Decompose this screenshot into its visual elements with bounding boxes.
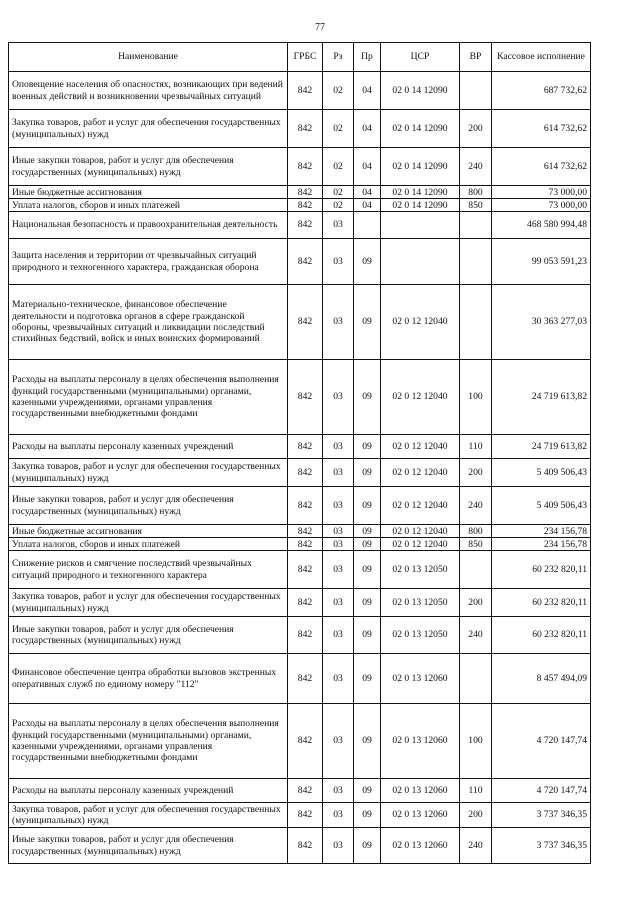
cell-rz: 03 bbox=[323, 779, 354, 803]
cell-pr: 04 bbox=[354, 148, 381, 186]
cell-amount: 24 719 613,82 bbox=[492, 360, 591, 435]
cell-vr bbox=[460, 212, 492, 239]
cell-grbs: 842 bbox=[288, 525, 323, 538]
cell-grbs: 842 bbox=[288, 110, 323, 148]
cell-pr: 09 bbox=[354, 487, 381, 525]
cell-pr: 09 bbox=[354, 779, 381, 803]
cell-vr: 200 bbox=[460, 589, 492, 617]
cell-amount: 60 232 820,11 bbox=[492, 551, 591, 589]
header-vr: ВР bbox=[460, 43, 492, 72]
cell-vr: 110 bbox=[460, 779, 492, 803]
cell-amount: 8 457 494,09 bbox=[492, 654, 591, 704]
cell-grbs: 842 bbox=[288, 617, 323, 654]
cell-csr bbox=[381, 239, 460, 285]
table-row bbox=[9, 148, 591, 186]
cell-pr: 09 bbox=[354, 828, 381, 864]
cell-vr bbox=[460, 72, 492, 110]
cell-vr: 100 bbox=[460, 360, 492, 435]
cell-vr: 800 bbox=[460, 525, 492, 538]
cell-rz: 03 bbox=[323, 285, 354, 360]
cell-vr: 200 bbox=[460, 803, 492, 828]
cell-name: Расходы на выплаты персоналу казенных учреждений bbox=[9, 435, 288, 459]
cell-rz: 03 bbox=[323, 704, 354, 779]
cell-name: Иные закупки товаров, работ и услуг для обеспечения государственных (муниципальных) нужд bbox=[9, 487, 288, 525]
cell-rz: 03 bbox=[323, 459, 354, 487]
cell-vr: 200 bbox=[460, 110, 492, 148]
cell-csr: 02 0 13 12050 bbox=[381, 617, 460, 654]
cell-pr: 09 bbox=[354, 704, 381, 779]
cell-csr: 02 0 13 12060 bbox=[381, 704, 460, 779]
cell-rz: 03 bbox=[323, 360, 354, 435]
cell-amount: 234 156,78 bbox=[492, 525, 591, 538]
cell-csr: 02 0 12 12040 bbox=[381, 435, 460, 459]
cell-pr: 09 bbox=[354, 525, 381, 538]
cell-pr: 09 bbox=[354, 239, 381, 285]
cell-name: Иные бюджетные ассигнования bbox=[9, 525, 288, 538]
cell-vr: 800 bbox=[460, 186, 492, 199]
cell-pr: 09 bbox=[354, 538, 381, 551]
cell-csr: 02 0 13 12050 bbox=[381, 551, 460, 589]
cell-rz: 02 bbox=[323, 186, 354, 199]
cell-csr: 02 0 13 12060 bbox=[381, 803, 460, 828]
table-row bbox=[9, 487, 591, 525]
table-row bbox=[9, 617, 591, 654]
cell-rz: 03 bbox=[323, 212, 354, 239]
cell-vr: 850 bbox=[460, 199, 492, 212]
header-grbs: ГРБС bbox=[288, 43, 323, 72]
cell-name: Расходы на выплаты персоналу казенных учреждений bbox=[9, 779, 288, 803]
cell-csr: 02 0 14 12090 bbox=[381, 72, 460, 110]
cell-grbs: 842 bbox=[288, 803, 323, 828]
cell-pr: 09 bbox=[354, 654, 381, 704]
cell-pr: 04 bbox=[354, 110, 381, 148]
table-row bbox=[9, 525, 591, 538]
cell-vr: 240 bbox=[460, 617, 492, 654]
cell-grbs: 842 bbox=[288, 212, 323, 239]
cell-rz: 03 bbox=[323, 803, 354, 828]
cell-amount: 3 737 346,35 bbox=[492, 828, 591, 864]
table-row bbox=[9, 212, 591, 239]
table-row bbox=[9, 828, 591, 864]
cell-amount: 4 720 147,74 bbox=[492, 779, 591, 803]
cell-pr: 04 bbox=[354, 199, 381, 212]
cell-rz: 03 bbox=[323, 551, 354, 589]
cell-name: Защита населения и территории от чрезвычайных ситуаций природного и техногенного характера, гражданская оборона bbox=[9, 239, 288, 285]
cell-amount: 60 232 820,11 bbox=[492, 617, 591, 654]
cell-vr bbox=[460, 551, 492, 589]
header-rz: Рз bbox=[323, 43, 354, 72]
cell-amount: 614 732,62 bbox=[492, 110, 591, 148]
cell-name: Национальная безопасность и правоохранительная деятельность bbox=[9, 212, 288, 239]
cell-vr: 240 bbox=[460, 828, 492, 864]
cell-grbs: 842 bbox=[288, 551, 323, 589]
cell-grbs: 842 bbox=[288, 360, 323, 435]
cell-vr: 850 bbox=[460, 538, 492, 551]
table-row bbox=[9, 110, 591, 148]
cell-vr: 240 bbox=[460, 148, 492, 186]
cell-grbs: 842 bbox=[288, 538, 323, 551]
cell-name: Уплата налогов, сборов и иных платежей bbox=[9, 538, 288, 551]
cell-grbs: 842 bbox=[288, 72, 323, 110]
table-row bbox=[9, 72, 591, 110]
table-row bbox=[9, 459, 591, 487]
cell-pr: 09 bbox=[354, 435, 381, 459]
cell-rz: 03 bbox=[323, 617, 354, 654]
cell-csr: 02 0 12 12040 bbox=[381, 525, 460, 538]
cell-amount: 687 732,62 bbox=[492, 72, 591, 110]
cell-csr: 02 0 14 12090 bbox=[381, 110, 460, 148]
table-row bbox=[9, 538, 591, 551]
header-amount: Кассовое исполнение bbox=[492, 43, 591, 72]
cell-rz: 02 bbox=[323, 148, 354, 186]
cell-rz: 02 bbox=[323, 110, 354, 148]
cell-csr: 02 0 13 12060 bbox=[381, 828, 460, 864]
cell-csr: 02 0 13 12060 bbox=[381, 779, 460, 803]
cell-rz: 03 bbox=[323, 538, 354, 551]
cell-amount: 5 409 506,43 bbox=[492, 459, 591, 487]
cell-name: Уплата налогов, сборов и иных платежей bbox=[9, 199, 288, 212]
cell-name: Закупка товаров, работ и услуг для обеспечения государственных (муниципальных) нужд bbox=[9, 589, 288, 617]
cell-grbs: 842 bbox=[288, 459, 323, 487]
cell-amount: 3 737 346,35 bbox=[492, 803, 591, 828]
cell-vr: 100 bbox=[460, 704, 492, 779]
cell-rz: 03 bbox=[323, 828, 354, 864]
cell-pr: 04 bbox=[354, 72, 381, 110]
cell-amount: 4 720 147,74 bbox=[492, 704, 591, 779]
cell-grbs: 842 bbox=[288, 199, 323, 212]
cell-csr: 02 0 12 12040 bbox=[381, 459, 460, 487]
cell-vr bbox=[460, 654, 492, 704]
header-pr: Пр bbox=[354, 43, 381, 72]
cell-csr: 02 0 12 12040 bbox=[381, 360, 460, 435]
table-row bbox=[9, 803, 591, 828]
table-row bbox=[9, 199, 591, 212]
cell-pr bbox=[354, 212, 381, 239]
cell-grbs: 842 bbox=[288, 828, 323, 864]
cell-pr: 04 bbox=[354, 186, 381, 199]
cell-amount: 468 580 994,48 bbox=[492, 212, 591, 239]
cell-amount: 234 156,78 bbox=[492, 538, 591, 551]
cell-rz: 03 bbox=[323, 525, 354, 538]
cell-vr: 200 bbox=[460, 459, 492, 487]
cell-pr: 09 bbox=[354, 589, 381, 617]
cell-amount: 24 719 613,82 bbox=[492, 435, 591, 459]
cell-name: Иные закупки товаров, работ и услуг для обеспечения государственных (муниципальных) нужд bbox=[9, 148, 288, 186]
cell-grbs: 842 bbox=[288, 435, 323, 459]
cell-amount: 30 363 277,03 bbox=[492, 285, 591, 360]
cell-vr: 110 bbox=[460, 435, 492, 459]
cell-csr: 02 0 12 12040 bbox=[381, 285, 460, 360]
cell-csr: 02 0 12 12040 bbox=[381, 487, 460, 525]
cell-pr: 09 bbox=[354, 360, 381, 435]
table-row bbox=[9, 654, 591, 704]
cell-name: Оповещение населения об опасностях, возникающих при ведений военных действий и возникновении чрезвычайных ситуаций bbox=[9, 72, 288, 110]
table-row bbox=[9, 704, 591, 779]
cell-pr: 09 bbox=[354, 285, 381, 360]
cell-name: Иные закупки товаров, работ и услуг для обеспечения государственных (муниципальных) нужд bbox=[9, 617, 288, 654]
cell-amount: 614 732,62 bbox=[492, 148, 591, 186]
cell-vr bbox=[460, 239, 492, 285]
cell-csr: 02 0 14 12090 bbox=[381, 199, 460, 212]
cell-csr: 02 0 13 12060 bbox=[381, 654, 460, 704]
cell-grbs: 842 bbox=[288, 589, 323, 617]
table-row bbox=[9, 360, 591, 435]
cell-name: Финансовое обеспечение центра обработки вызовов экстренных оперативных служб по единому номеру "112" bbox=[9, 654, 288, 704]
cell-name: Закупка товаров, работ и услуг для обеспечения государственных (муниципальных) нужд bbox=[9, 110, 288, 148]
cell-name: Расходы на выплаты персоналу в целях обеспечения выполнения функций государственными (муниципальными) органами, казенными учреждениями, органами управления государственными внебюджетными фондами bbox=[9, 704, 288, 779]
cell-rz: 02 bbox=[323, 72, 354, 110]
table-row bbox=[9, 551, 591, 589]
header-name: Наименование bbox=[9, 43, 288, 72]
cell-name: Расходы на выплаты персоналу в целях обеспечения выполнения функций государственными (муниципальными) органами, казенными учреждениями, органами управления государственными внебюджетными фондами bbox=[9, 360, 288, 435]
table-row bbox=[9, 239, 591, 285]
page-number: 77 bbox=[315, 22, 325, 33]
cell-amount: 5 409 506,43 bbox=[492, 487, 591, 525]
cell-rz: 03 bbox=[323, 239, 354, 285]
cell-pr: 09 bbox=[354, 551, 381, 589]
cell-name: Снижение рисков и смягчение последствий чрезвычайных ситуаций природного и техногенного характера bbox=[9, 551, 288, 589]
cell-csr bbox=[381, 212, 460, 239]
cell-vr: 240 bbox=[460, 487, 492, 525]
cell-amount: 73 000,00 bbox=[492, 186, 591, 199]
cell-rz: 02 bbox=[323, 199, 354, 212]
cell-csr: 02 0 14 12090 bbox=[381, 186, 460, 199]
cell-pr: 09 bbox=[354, 803, 381, 828]
header-csr: ЦСР bbox=[381, 43, 460, 72]
cell-grbs: 842 bbox=[288, 239, 323, 285]
table-body bbox=[9, 72, 591, 864]
cell-pr: 09 bbox=[354, 459, 381, 487]
cell-grbs: 842 bbox=[288, 704, 323, 779]
cell-amount: 60 232 820,11 bbox=[492, 589, 591, 617]
table-header-row bbox=[9, 43, 591, 72]
cell-grbs: 842 bbox=[288, 779, 323, 803]
table-row bbox=[9, 186, 591, 199]
cell-pr: 09 bbox=[354, 617, 381, 654]
cell-grbs: 842 bbox=[288, 285, 323, 360]
cell-rz: 03 bbox=[323, 654, 354, 704]
cell-name: Закупка товаров, работ и услуг для обеспечения государственных (муниципальных) нужд bbox=[9, 803, 288, 828]
cell-amount: 99 053 591,23 bbox=[492, 239, 591, 285]
table-row bbox=[9, 285, 591, 360]
cell-grbs: 842 bbox=[288, 487, 323, 525]
table-row bbox=[9, 435, 591, 459]
cell-csr: 02 0 13 12050 bbox=[381, 589, 460, 617]
cell-name: Материально-техническое, финансовое обеспечение деятельности и подготовка органов в сфере гражданской обороны, чрезвычайных ситуаций и ликвидации последствий стихийных бедствий, войск и иных воинских формирований bbox=[9, 285, 288, 360]
cell-name: Иные закупки товаров, работ и услуг для обеспечения государственных (муниципальных) нужд bbox=[9, 828, 288, 864]
cell-grbs: 842 bbox=[288, 148, 323, 186]
cell-rz: 03 bbox=[323, 487, 354, 525]
cell-csr: 02 0 12 12040 bbox=[381, 538, 460, 551]
cell-name: Иные бюджетные ассигнования bbox=[9, 186, 288, 199]
cell-vr bbox=[460, 285, 492, 360]
cell-grbs: 842 bbox=[288, 186, 323, 199]
cell-amount: 73 000,00 bbox=[492, 199, 591, 212]
cell-grbs: 842 bbox=[288, 654, 323, 704]
table-row bbox=[9, 779, 591, 803]
budget-execution-table bbox=[8, 42, 591, 864]
cell-rz: 03 bbox=[323, 589, 354, 617]
cell-csr: 02 0 14 12090 bbox=[381, 148, 460, 186]
table-row bbox=[9, 589, 591, 617]
cell-name: Закупка товаров, работ и услуг для обеспечения государственных (муниципальных) нужд bbox=[9, 459, 288, 487]
cell-rz: 03 bbox=[323, 435, 354, 459]
